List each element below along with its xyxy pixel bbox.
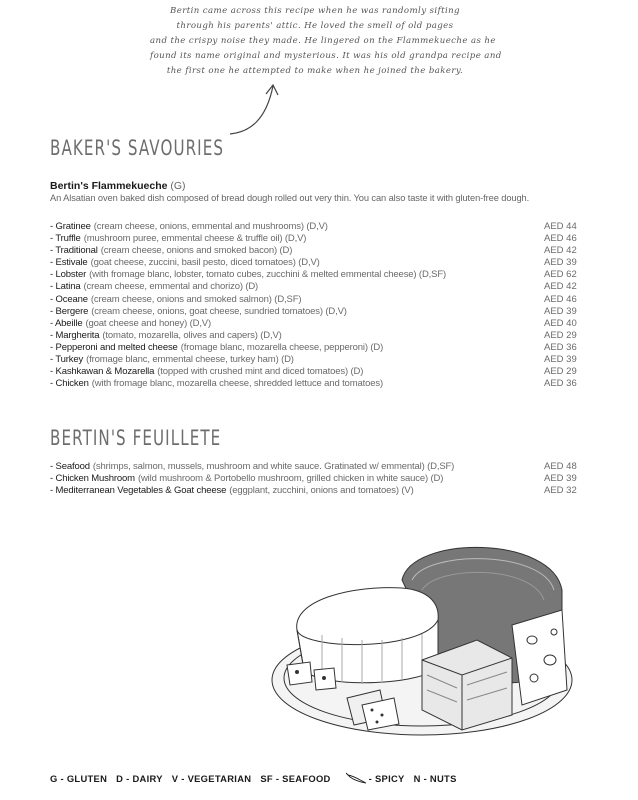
menu-item-text — [50, 461, 454, 473]
menu-item-description: (topped with crushed mint and diced tomatoes) (D) — [157, 366, 364, 378]
menu-item — [50, 281, 580, 293]
menu-item-price: AED 40 — [544, 317, 577, 329]
menu-item — [50, 221, 580, 233]
allergen-legend — [50, 772, 466, 784]
menu-item — [50, 245, 580, 257]
menu-item-name: - Gratinee — [50, 221, 91, 232]
menu-item-price: AED 46 — [544, 233, 577, 245]
menu-item-description: (eggplant, zucchini, onions and tomatoes) (V) — [229, 485, 414, 497]
menu-item-description: (tomato, mozarella, olives and capers) (D,V) — [102, 329, 282, 341]
story-line: through his parents' attic. He loved the smell of old pages — [176, 21, 454, 31]
savouries-list — [50, 221, 580, 390]
menu-item-price: AED 39 — [544, 257, 577, 269]
menu-item-price: AED 29 — [544, 329, 577, 341]
story-line: the first one he attempted to make when he joined the bakery. — [166, 66, 464, 76]
menu-item-text — [50, 306, 347, 318]
section-title-savouries: BAKER'S SAVOURIES — [50, 136, 225, 160]
menu-item-name: - Chicken Mushroom — [50, 473, 135, 485]
menu-item-price: AED 42 — [544, 281, 577, 293]
menu-item-text — [50, 318, 211, 330]
menu-item-name: - Bergere — [50, 305, 89, 317]
chili-icon — [346, 772, 368, 784]
menu-item-price: AED 48 — [544, 461, 577, 472]
menu-item-text — [50, 473, 443, 485]
menu-item — [50, 342, 580, 354]
story-line: found its name original and mysterious. It was his old grandpa recipe and — [150, 51, 502, 61]
legend-dairy: D - DAIRY — [116, 772, 163, 784]
dish-tag: (G) — [170, 180, 186, 192]
menu-item-name: - Truffle — [50, 233, 81, 245]
menu-item-name: - Oceane — [50, 293, 88, 305]
menu-item-price: AED 36 — [544, 341, 577, 353]
cheese-board-illustration — [262, 540, 580, 740]
menu-item-name: - Seafood — [50, 461, 90, 472]
menu-item-description: (with fromage blanc, lobster, tomato cubes, zucchini & melted emmental cheese) (D,SF) — [89, 269, 446, 281]
menu-item — [50, 294, 580, 306]
menu-item-price: AED 44 — [544, 221, 577, 232]
menu-item-text — [50, 257, 320, 269]
menu-item — [50, 233, 580, 245]
menu-item — [50, 269, 580, 281]
menu-item-description: (cream cheese, emmental and chorizo) (D) — [83, 281, 259, 293]
menu-item-description: (cream cheese, onions, emmental and mushrooms) (D,V) — [93, 221, 328, 232]
menu-item-text — [50, 485, 414, 497]
section-title-feuillete: BERTIN'S FEUILLETE — [50, 426, 222, 450]
menu-item-price: AED 62 — [544, 269, 577, 281]
menu-item-name: - Lobster — [50, 269, 87, 281]
menu-item-price: AED 36 — [544, 378, 577, 390]
menu-item — [50, 366, 580, 378]
story-line: Bertin came across this recipe when he was randomly sifting — [170, 6, 460, 16]
legend-vegetarian: V - VEGETARIAN — [171, 772, 252, 784]
menu-item-description: (goat cheese and honey) (D,V) — [85, 317, 212, 329]
menu-item-text — [50, 366, 363, 378]
menu-item-name: - Latina — [50, 281, 81, 293]
story-text — [150, 4, 502, 79]
menu-item-name: - Margherita — [50, 329, 100, 341]
menu-item-text — [50, 294, 301, 306]
legend-nuts: N - NUTS — [413, 772, 457, 784]
dish-name: Bertin's Flammekueche — [50, 180, 168, 192]
menu-item — [50, 257, 580, 269]
menu-item-name: - Chicken — [50, 378, 89, 390]
menu-item-description: (wild mushroom & Portobello mushroom, grilled chicken in white sauce) (D) — [137, 473, 444, 485]
menu-item-price: AED 42 — [544, 245, 577, 257]
menu-item — [50, 318, 580, 330]
menu-item-text — [50, 233, 306, 245]
menu-item-name: - Abeille — [50, 317, 83, 329]
menu-item-text — [50, 330, 282, 342]
menu-item-description: (with fromage blanc, mozarella cheese, shredded lettuce and tomatoes) — [91, 378, 383, 390]
menu-item — [50, 306, 580, 318]
menu-item-description: (fromage blanc, emmental cheese, turkey ham) (D) — [86, 354, 294, 366]
menu-item-price: AED 32 — [544, 485, 577, 497]
legend-gluten: G - GLUTEN — [50, 772, 108, 784]
menu-item — [50, 473, 580, 485]
menu-item-description: (cream cheese, onions and smoked salmon) (D,SF) — [90, 293, 302, 305]
story-line: and the crispy noise they made. He lingered on the Flammekueche as he — [150, 36, 496, 46]
menu-item-description: (goat cheese, zuccini, basil pesto, diced tomatoes) (D,V) — [90, 257, 320, 269]
menu-item-text — [50, 342, 383, 354]
dish-title — [50, 180, 186, 192]
dish-description: An Alsatian oven baked dish composed of bread dough rolled out very thin. You can also taste it with gluten-free dough. — [50, 193, 530, 203]
menu-item-text — [50, 221, 328, 233]
menu-item — [50, 354, 580, 366]
menu-item-text — [50, 378, 383, 390]
menu-item-name: - Kashkawan & Mozarella — [50, 366, 155, 378]
feuillete-list — [50, 461, 580, 497]
menu-item-description: (fromage blanc, mozarella cheese, pepperoni) (D) — [180, 341, 384, 353]
menu-item-name: - Estivale — [50, 257, 88, 269]
menu-item-price: AED 39 — [544, 305, 577, 317]
menu-item-price: AED 39 — [544, 354, 577, 366]
menu-item-name: - Mediterranean Vegetables & Goat cheese — [50, 485, 227, 497]
menu-item-text — [50, 269, 446, 281]
menu-item-price: AED 39 — [544, 473, 577, 485]
menu-item-name: - Traditional — [50, 245, 98, 257]
legend-seafood: SF - SEAFOOD — [260, 772, 331, 784]
menu-item-price: AED 46 — [544, 293, 577, 305]
menu-item-description: (cream cheese, onions and smoked bacon) (D) — [100, 245, 293, 257]
menu-item — [50, 485, 580, 497]
legend-spicy: - SPICY — [368, 772, 405, 784]
menu-item-description: (mushroom puree, emmental cheese & truffle oil) (D,V) — [83, 233, 307, 245]
menu-item — [50, 378, 580, 390]
menu-item-name: - Turkey — [50, 354, 84, 366]
hand-drawn-arrow-icon — [228, 80, 288, 140]
menu-item-name: - Pepperoni and melted cheese — [50, 341, 178, 353]
menu-item-price: AED 29 — [544, 366, 577, 378]
menu-item-description: (shrimps, salmon, mussels, mushroom and white sauce. Gratinated w/ emmental) (D,SF) — [92, 461, 455, 472]
menu-item — [50, 330, 580, 342]
menu-item-description: (cream cheese, onions, goat cheese, sundried tomatoes) (D,V) — [91, 305, 347, 317]
menu-item-text — [50, 245, 292, 257]
menu-item-text — [50, 354, 294, 366]
menu-item — [50, 461, 580, 473]
menu-item-text — [50, 281, 258, 293]
